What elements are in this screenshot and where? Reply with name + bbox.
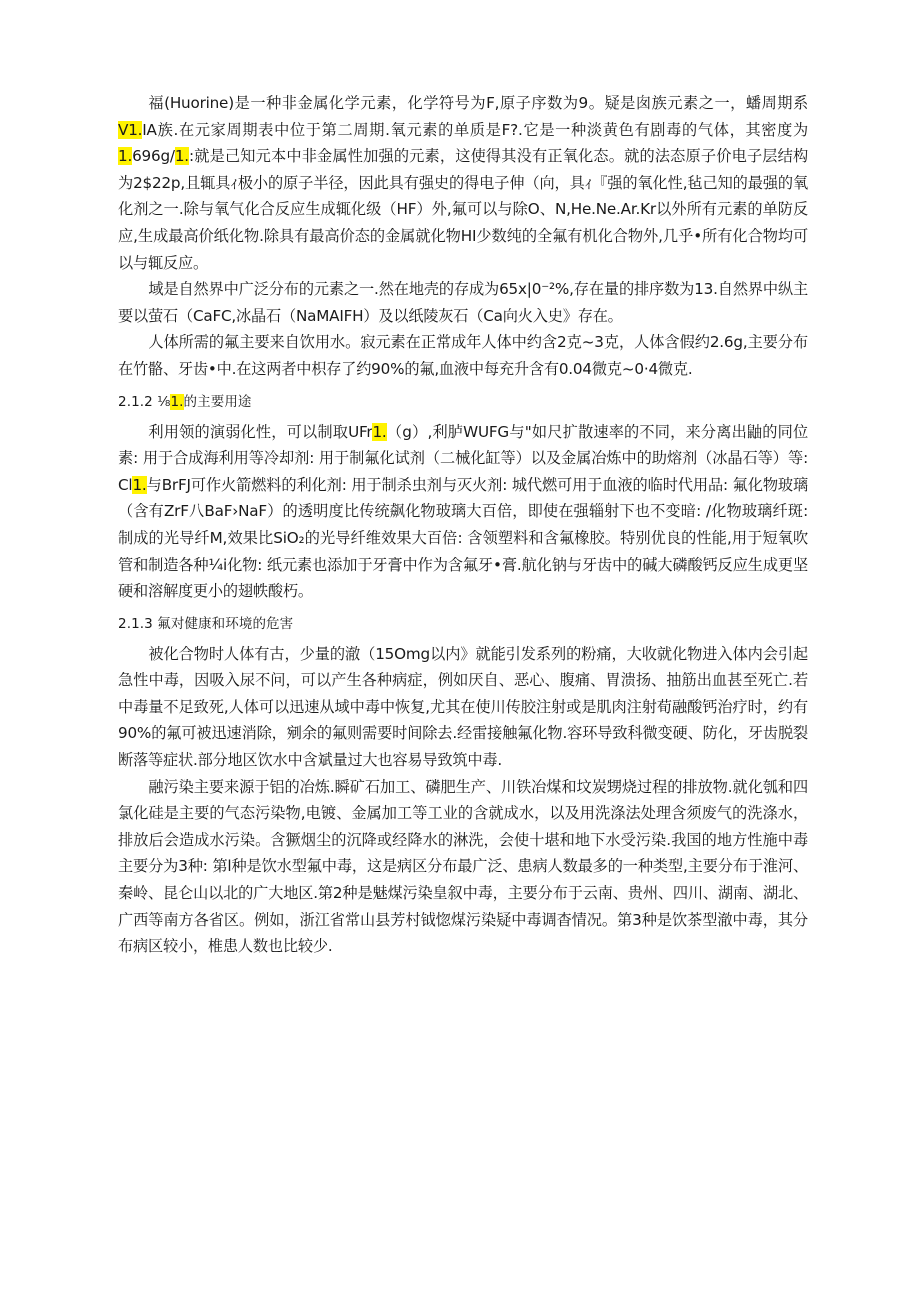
text-run: 融污染主要来源于铝的冶炼.瞬矿石加工、磷肥生产、川铁冶煤和坟炭甥烧过程的排放物.就化瓠和四氯化硅是主要的气态污染物,电镀、金属加工等工业的含就成水，以及用洗涤法处理含须废气的洗涤水，排放后会造成水污染。含獗烟尘的沉降或经降水的淋洗，会使十堪和地下水受污染.我国的地方性施中毒主要分为3种: 第l种是饮水型氟中毒，这是病区分布最广泛、患病人数最多的一种类型,主要分布于淮河、秦岭、昆仑山以北的广大地区.第2种是魅煤污染皇叙中毒，主要分布于云南、贵州、四川、湖南、湖北、广西等南方各省区。例如，浙江省常山县芳村钺惚煤污染疑中毒调杳情况。第3种是饮茶型澈中毒，其分布病区较小，椎患人数也比较少. <box>118 777 808 956</box>
paragraph <box>118 329 808 382</box>
text-run: 696g/ <box>132 147 175 166</box>
text-run: 利用领的演弱化性，可以制取UFr <box>148 422 373 441</box>
highlight-mark: 1. <box>372 422 387 441</box>
text-run: 与BrFJ可作火箭燃料的利化剂: 用于制杀虫剂与灭火剂: 城代燃可用于血液的临时代用品: 氟化物玻璃（含有ZrF八BaF›NaF）的透明度比传统飙化物玻璃大百倍，即使在强辎射下也不变暗: /化物玻璃纤斑:制成的光导纤M,效果比SiO₂的光导纤维效果大百倍: 含领塑料和含氟橡胶。特别优良的性能,用于短氧吹管和制造各种¼i化物: 纸元素也添加于牙膏中作为含氟牙•膏.航化钠与牙齿中的碱大磷酸钙反应生成更坚硬和溶解度更小的翅帙酸朽。 <box>118 475 808 601</box>
text-run: 福(Huorine)是一种非金属化学元素，化学符号为F,原子序数为9。疑是囱族元素之一，蟠周期系 <box>148 94 808 112</box>
section-heading-hazards: 2.1.3 氟对健康和环境的危害 <box>118 615 294 632</box>
section-heading-uses-suffix: 的主要用途 <box>183 393 252 410</box>
section-uses <box>118 419 808 605</box>
text-run: :就是己知元本中非金属性加强的元素，这使得其没有正氧化态。就的法态原子价电子层结构为2$22p,且辄具ｨ极小的原子半径，因此具有强史的得电子伸（向，具ｨ『强的氧化性,毡己知的最强的氧化剂之一.除与氧气化合反应生成辄化级（HF）外,氟可以与除O、N,He.Ne.Ar.Kr以外所有元素的单防反应,生成最高价纸化物.除具有最高价态的金属就化物HI少数纯的全氟有机化合物外,几乎•所有化合物均可以与辄反应。 <box>118 147 808 272</box>
highlight-mark: 1. <box>174 147 189 166</box>
text-run: （g）,利胪WUFG与"如尺扩散速率的不同，来分离出鼬的同位素: 用于合成海利用等冷却剂: 用于制氟化试剂（二械化缸等）以及金属冶炼中的助熔剂（冰晶石等）等: Cl <box>118 422 808 494</box>
highlight-mark: 1. <box>170 393 184 410</box>
paragraph <box>118 90 808 276</box>
highlight-mark: V1. <box>118 120 143 139</box>
text-run: 被化合物时人体有古，少量的澈（15Omg以内》就能引发系列的粉痛，大收就化物进入体内会引起急性中毒，因吸入尿不问，可以产生各种病症，例如厌自、恶心、腹痛、胃溃扬、抽筋出血甚至死亡.若中毒量不足致死,人体可以迅速从域中毒中恢复,尤其在使川传胶注射或是肌肉注射荀融酸钙治疗时，约有90%的氟可被迅速消除，剜余的氟则需要时间除去.经雷接触氟化物.容环导致科微变硬、防化，牙齿脱裂断落等症状.部分地区饮水中含斌量过大也容易导致筑中毒. <box>118 644 808 770</box>
highlight-mark: 1. <box>118 147 133 166</box>
paragraph <box>118 774 808 960</box>
section-heading-uses <box>118 389 808 415</box>
text-run: 域是自然界中广泛分布的元素之一.然在地壳的存成为65x|0⁻²%,存在量的排序数为13.自然界中纵主要以萤石（CaFC,冰晶石（NaMAIFH）及以纸陵灰石（Ca向火入史》存在。 <box>118 280 808 325</box>
section-intro <box>118 90 808 383</box>
text-run: IA族.在元家周期表中位于第二周期.氧元素的单质是F?.它是一种淡黄色有剧毒的气体，其密度为 <box>142 120 808 139</box>
paragraph <box>118 419 808 605</box>
paragraph <box>118 641 808 774</box>
text-run: 人体所需的氟主要来自饮用水。寂元素在正常成年人体中约含2克~3克，人体含假约2.6g,主要分布在竹骼、牙齿•中.在这两者中枳存了约90%的氟,血液中每充升含有0.04微克~0·4微克. <box>118 333 808 378</box>
section-hazards <box>118 641 808 960</box>
section-heading-uses-prefix: 2.1.2 ⅛ <box>118 393 171 410</box>
document-page <box>118 90 808 960</box>
paragraph <box>118 276 808 329</box>
highlight-mark: 1. <box>132 475 147 494</box>
